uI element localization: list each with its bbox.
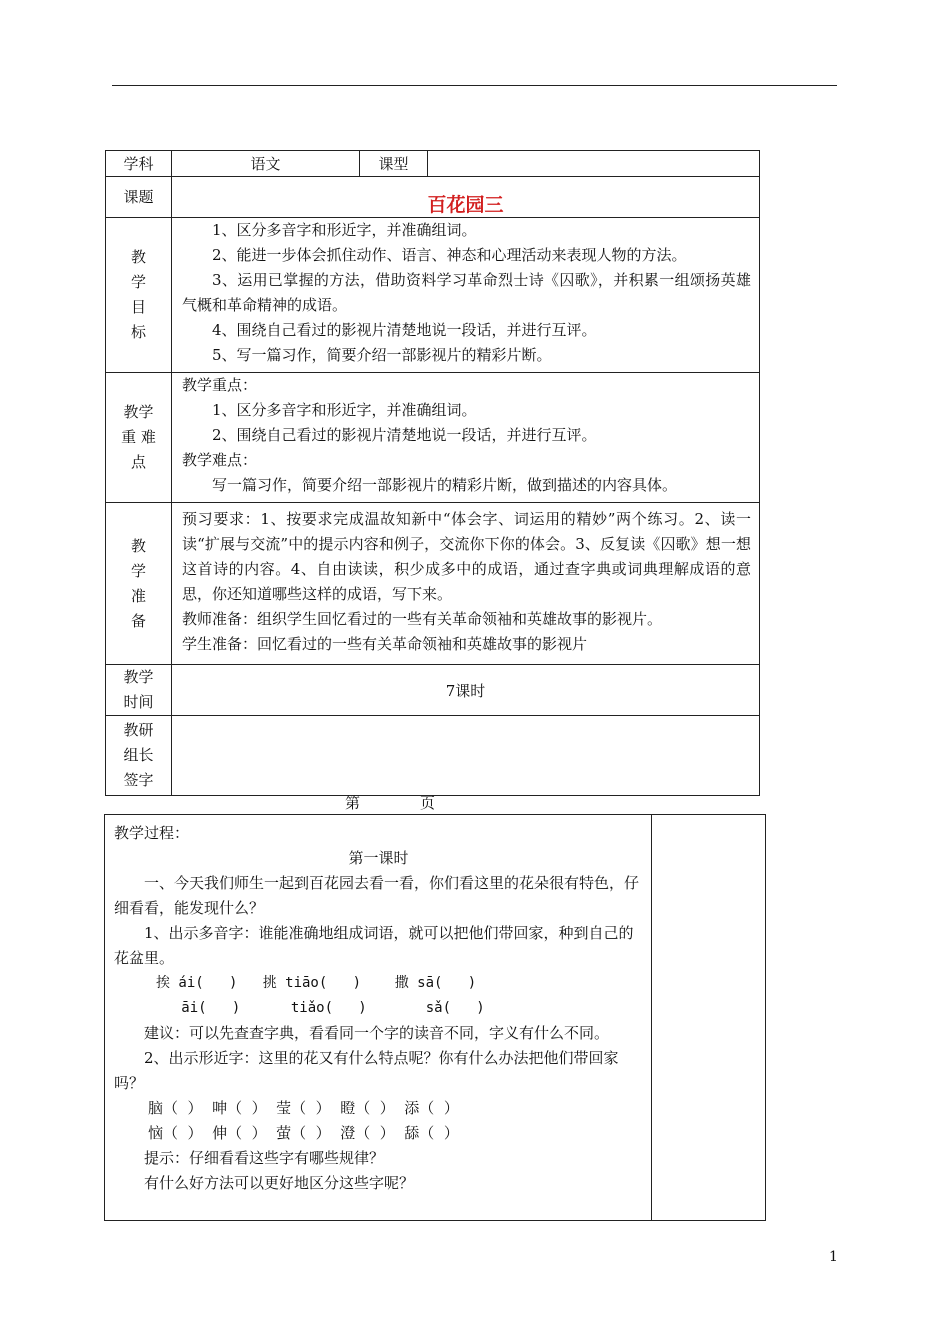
prep-student: 学生准备：回忆看过的一些有关革命领袖和英雄故事的影视片 xyxy=(182,635,588,653)
pinyin-row: 挨 ái( ) 挑 tiāo( ) 撒 sā( ) xyxy=(156,975,477,991)
goal-item: 4、围绕自己看过的影视片清楚地说一段话，并进行互评。 xyxy=(212,321,597,339)
goals-label: 教 学 目 标 xyxy=(106,218,172,373)
lesson-title: 百花园三 xyxy=(427,194,504,216)
paragraph: 2、出示形近字：这里的花又有什么特点呢？你有什么办法把他们带回家吗？ xyxy=(114,1049,619,1092)
sign-value xyxy=(172,716,760,796)
subject-label: 学科 xyxy=(106,151,172,177)
header-rule xyxy=(112,85,837,86)
paragraph: 一、今天我们师生一起到百花园去看一看，你们看这里的花朵很有特色，仔细看看，能发现什么？ xyxy=(114,874,640,917)
page-label: 第 页 xyxy=(345,794,435,812)
suggestion: 建议：可以先查查字典，看看同一个字的读音不同，字义有什么不同。 xyxy=(144,1024,610,1042)
chars-row: 恼（ ） 伸（ ） 萤（ ） 澄（ ） 舔（ ） xyxy=(148,1124,459,1142)
prep-preview: 预习要求：1、按要求完成温故知新中“体会字、词运用的精妙”两个练习。2、读一读“扩展与交流”中的提示内容和例子，交流你下你的体会。3、反复读《囚歌》想一想这首诗的内容。4、自由读读，积少成多中的成语，通过查字典或词典理解成语的意思，你还知道哪些这样的成语，写下来。 xyxy=(182,510,751,603)
prep-label: 教 学 准 备 xyxy=(106,503,172,665)
topic-label: 课题 xyxy=(106,177,172,218)
page-number: 1 xyxy=(829,1249,838,1265)
keypoints-label: 教学 重 难 点 xyxy=(106,373,172,503)
goals-row xyxy=(106,218,760,373)
notes-column xyxy=(652,815,766,1221)
chars-row: 脑（ ） 呻（ ） 莹（ ） 瞪（ ） 添（ ） xyxy=(148,1099,459,1117)
topic-row xyxy=(106,177,760,218)
prep-content xyxy=(172,503,760,665)
lesson-info-table xyxy=(105,150,760,796)
goal-item: 3、运用已掌握的方法，借助资料学习革命烈士诗《囚歌》，并积累一组颂扬英雄气概和革命精神的成语。 xyxy=(182,271,751,314)
question: 有什么好方法可以更好地区分这些字呢？ xyxy=(144,1174,415,1192)
paragraph: 1、出示多音字：谁能准确地组成词语，就可以把他们带回家，种到自己的花盆里。 xyxy=(114,924,634,967)
goal-item: 2、能进一步体会抓住动作、语言、神态和心理活动来表现人物的方法。 xyxy=(212,246,687,264)
key-item: 1、区分多音字和形近字，并准确组词。 xyxy=(212,401,477,419)
keypoints-content xyxy=(172,373,760,503)
difficulty-heading: 教学难点： xyxy=(182,451,258,469)
sign-label: 教研 组长 签字 xyxy=(106,716,172,796)
prep-teacher: 教师准备：组织学生回忆看过的一些有关革命领袖和英雄故事的影视片。 xyxy=(182,610,663,628)
time-value: 7课时 xyxy=(172,665,760,716)
key-item: 2、围绕自己看过的影视片清楚地说一段话，并进行互评。 xyxy=(212,426,597,444)
time-row xyxy=(106,665,760,716)
prep-row xyxy=(106,503,760,665)
subject-value: 语文 xyxy=(172,151,360,177)
type-label: 课型 xyxy=(360,151,428,177)
subject-row xyxy=(106,151,760,177)
process-table xyxy=(104,814,766,1221)
pinyin-row: āi( ) tiǎo( ) sǎ( ) xyxy=(156,1000,485,1016)
type-value xyxy=(428,151,760,177)
sign-row xyxy=(106,716,760,796)
key-heading: 教学重点： xyxy=(182,376,258,394)
lesson-heading: 第一课时 xyxy=(348,849,409,867)
goals-content xyxy=(172,218,760,373)
hint: 提示：仔细看看这些字有哪些规律？ xyxy=(144,1149,385,1167)
time-label: 教学 时间 xyxy=(106,665,172,716)
goal-item: 5、写一篇习作，简要介绍一部影视片的精彩片断。 xyxy=(212,346,552,364)
difficulty-item: 写一篇习作，简要介绍一部影视片的精彩片断，做到描述的内容具体。 xyxy=(212,476,678,494)
process-content xyxy=(105,815,652,1221)
keypoints-row xyxy=(106,373,760,503)
goal-item: 1、区分多音字和形近字，并准确组词。 xyxy=(212,221,477,239)
process-heading: 教学过程： xyxy=(114,824,190,842)
